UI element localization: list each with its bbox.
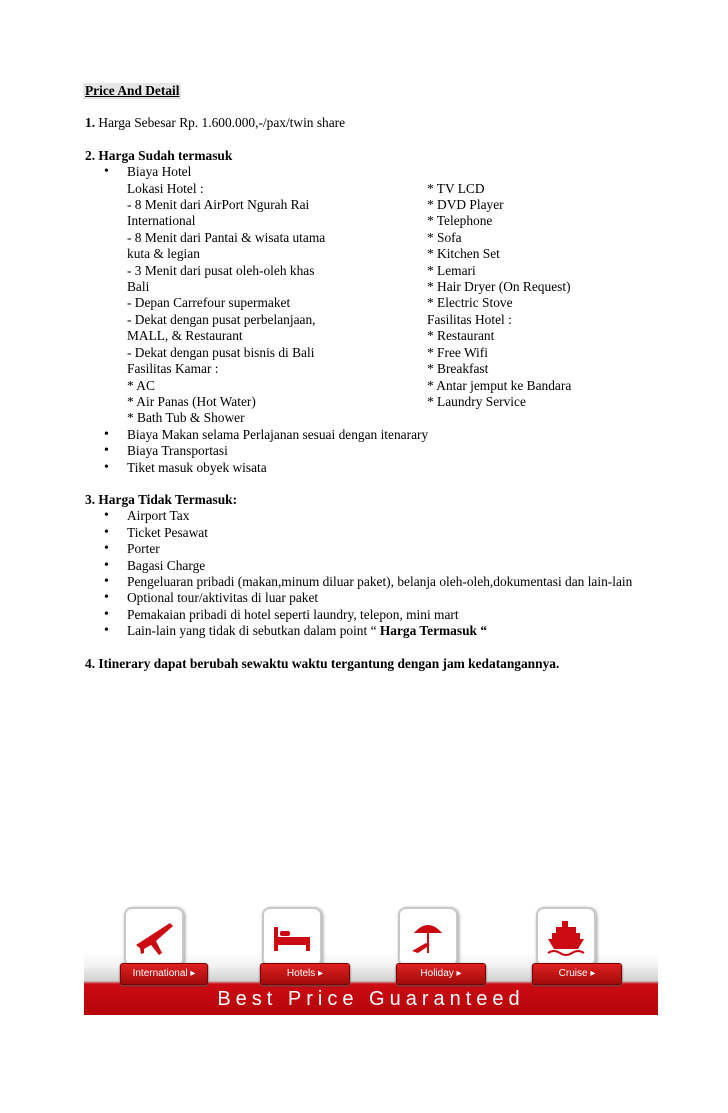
hotel-location-cell: - 3 Menit dari pusat oleh-oleh khas [127, 262, 315, 278]
cruise-button[interactable]: Cruise ▸ [532, 963, 622, 985]
hotel-location-cell: - Depan Carrefour supermaket [127, 295, 291, 311]
document [85, 83, 685, 672]
list-item [85, 623, 685, 639]
hotel-detail-row [127, 295, 685, 311]
section-3 [85, 492, 685, 640]
hotel-detail-row [127, 345, 685, 361]
hotel-facility-cell: * Lemari [427, 262, 476, 278]
hotel-facility-cell: * Sofa [427, 229, 462, 245]
hotel-detail-row [127, 410, 685, 426]
hotel-location-cell: - Dekat dengan pusat perbelanjaan, [127, 311, 316, 327]
international-button[interactable]: International ▸ [120, 963, 208, 985]
hotel-facility-cell: Fasilitas Hotel : [427, 311, 512, 327]
hotel-location-cell: * Bath Tub & Shower [127, 410, 245, 426]
hotel-detail-row [127, 361, 685, 377]
section-2-heading: 2. Harga Sudah termasuk [85, 147, 233, 163]
hotel-facility-cell: * Hair Dryer (On Request) [427, 279, 571, 295]
hotel-facility-cell: * Telephone [427, 213, 493, 229]
section-1 [85, 115, 685, 131]
hotel-location-cell: MALL, & Restaurant [127, 328, 243, 344]
hotel-detail-row [127, 394, 685, 410]
hotels-button[interactable]: Hotels ▸ [260, 963, 350, 985]
list-item-bold: Harga Termasuk “ [379, 623, 488, 639]
hotel-location-cell: * Air Panas (Hot Water) [127, 393, 256, 409]
hotel-location-cell: Bali [127, 279, 150, 295]
hotel-location-cell: - 8 Menit dari Pantai & wisata utama [127, 229, 326, 245]
hotel-detail-row [127, 328, 685, 344]
excluded-list [85, 508, 685, 623]
hotel-detail-row [127, 230, 685, 246]
hotel-facility-cell: * Electric Stove [427, 295, 513, 311]
list-item: • Biaya Makan selama Perlajanan sesuai dengan itenarary [85, 427, 685, 443]
hotel-facility-cell [427, 410, 685, 426]
list-item: • Pemakaian pribadi di hotel seperti laundry, telepon, mini mart [85, 607, 685, 623]
hotel-location-cell: Fasilitas Kamar : [127, 361, 219, 377]
list-item: • Tiket masuk obyek wisata [85, 460, 685, 476]
section-4 [85, 656, 685, 672]
list-item: • Pengeluaran pribadi (makan,minum diluar paket), belanja oleh-oleh,dokumentasi dan lain-lain [85, 574, 685, 590]
section-4-heading: 4. Itinerary dapat berubah sewaktu waktu tergantung dengan jam kedatangannya. [85, 655, 560, 671]
section-1-text: Harga Sebesar Rp. 1.600.000,-/pax/twin share [98, 115, 346, 131]
hotel-detail-row [127, 246, 685, 262]
hotel-details [85, 181, 685, 427]
hotel-location-cell: International [127, 213, 196, 229]
list-item-text: Lain-lain yang tidak di sebutkan dalam point “ [127, 623, 380, 639]
hotel-location-cell: * AC [127, 377, 155, 393]
section-1-number: 1. [85, 115, 96, 131]
list-item: • Ticket Pesawat [85, 525, 685, 541]
hotel-detail-row [127, 213, 685, 229]
excluded-list [85, 623, 685, 639]
list-item: • Airport Tax [85, 508, 685, 524]
page-title: Price And Detail [85, 83, 180, 98]
list-item: • Porter [85, 541, 685, 557]
promo-banner [84, 893, 658, 1015]
hotel-facility-cell: * DVD Player [427, 197, 504, 213]
section-3-heading: 3. Harga Tidak Termasuk: [85, 491, 238, 507]
hotel-detail-row [127, 263, 685, 279]
bed-icon [262, 907, 322, 967]
hotel-label: Biaya Hotel [127, 164, 192, 180]
list-item: • Biaya Transportasi [85, 443, 685, 459]
beach-umbrella-icon [398, 907, 458, 967]
included-list [85, 164, 685, 180]
hotel-location-cell: Lokasi Hotel : [127, 180, 204, 196]
banner-slogan: Best Price Guaranteed [217, 988, 525, 1010]
section-2 [85, 148, 685, 476]
hotel-detail-row [127, 181, 685, 197]
list-item [85, 164, 685, 180]
hotel-facility-cell: * Kitchen Set [427, 246, 500, 262]
hotel-facility-cell: * Restaurant [427, 328, 495, 344]
included-list [85, 427, 685, 476]
airplane-icon [124, 907, 184, 967]
hotel-detail-row [127, 378, 685, 394]
holiday-button[interactable]: Holiday ▸ [396, 963, 486, 985]
hotel-facility-cell: * Antar jemput ke Bandara [427, 377, 572, 393]
list-item: • Optional tour/aktivitas di luar paket [85, 590, 685, 606]
hotel-location-cell: - Dekat dengan pusat bisnis di Bali [127, 344, 315, 360]
hotel-detail-row [127, 197, 685, 213]
hotel-facility-cell: * Free Wifi [427, 344, 488, 360]
cruise-ship-icon [536, 907, 596, 967]
hotel-facility-cell: * TV LCD [427, 180, 485, 196]
hotel-facility-cell: * Breakfast [427, 361, 489, 377]
hotel-detail-row [127, 312, 685, 328]
hotel-detail-row [127, 279, 685, 295]
list-item: • Bagasi Charge [85, 558, 685, 574]
hotel-location-cell: kuta & legian [127, 246, 200, 262]
hotel-location-cell: - 8 Menit dari AirPort Ngurah Rai [127, 197, 310, 213]
hotel-facility-cell: * Laundry Service [427, 393, 526, 409]
